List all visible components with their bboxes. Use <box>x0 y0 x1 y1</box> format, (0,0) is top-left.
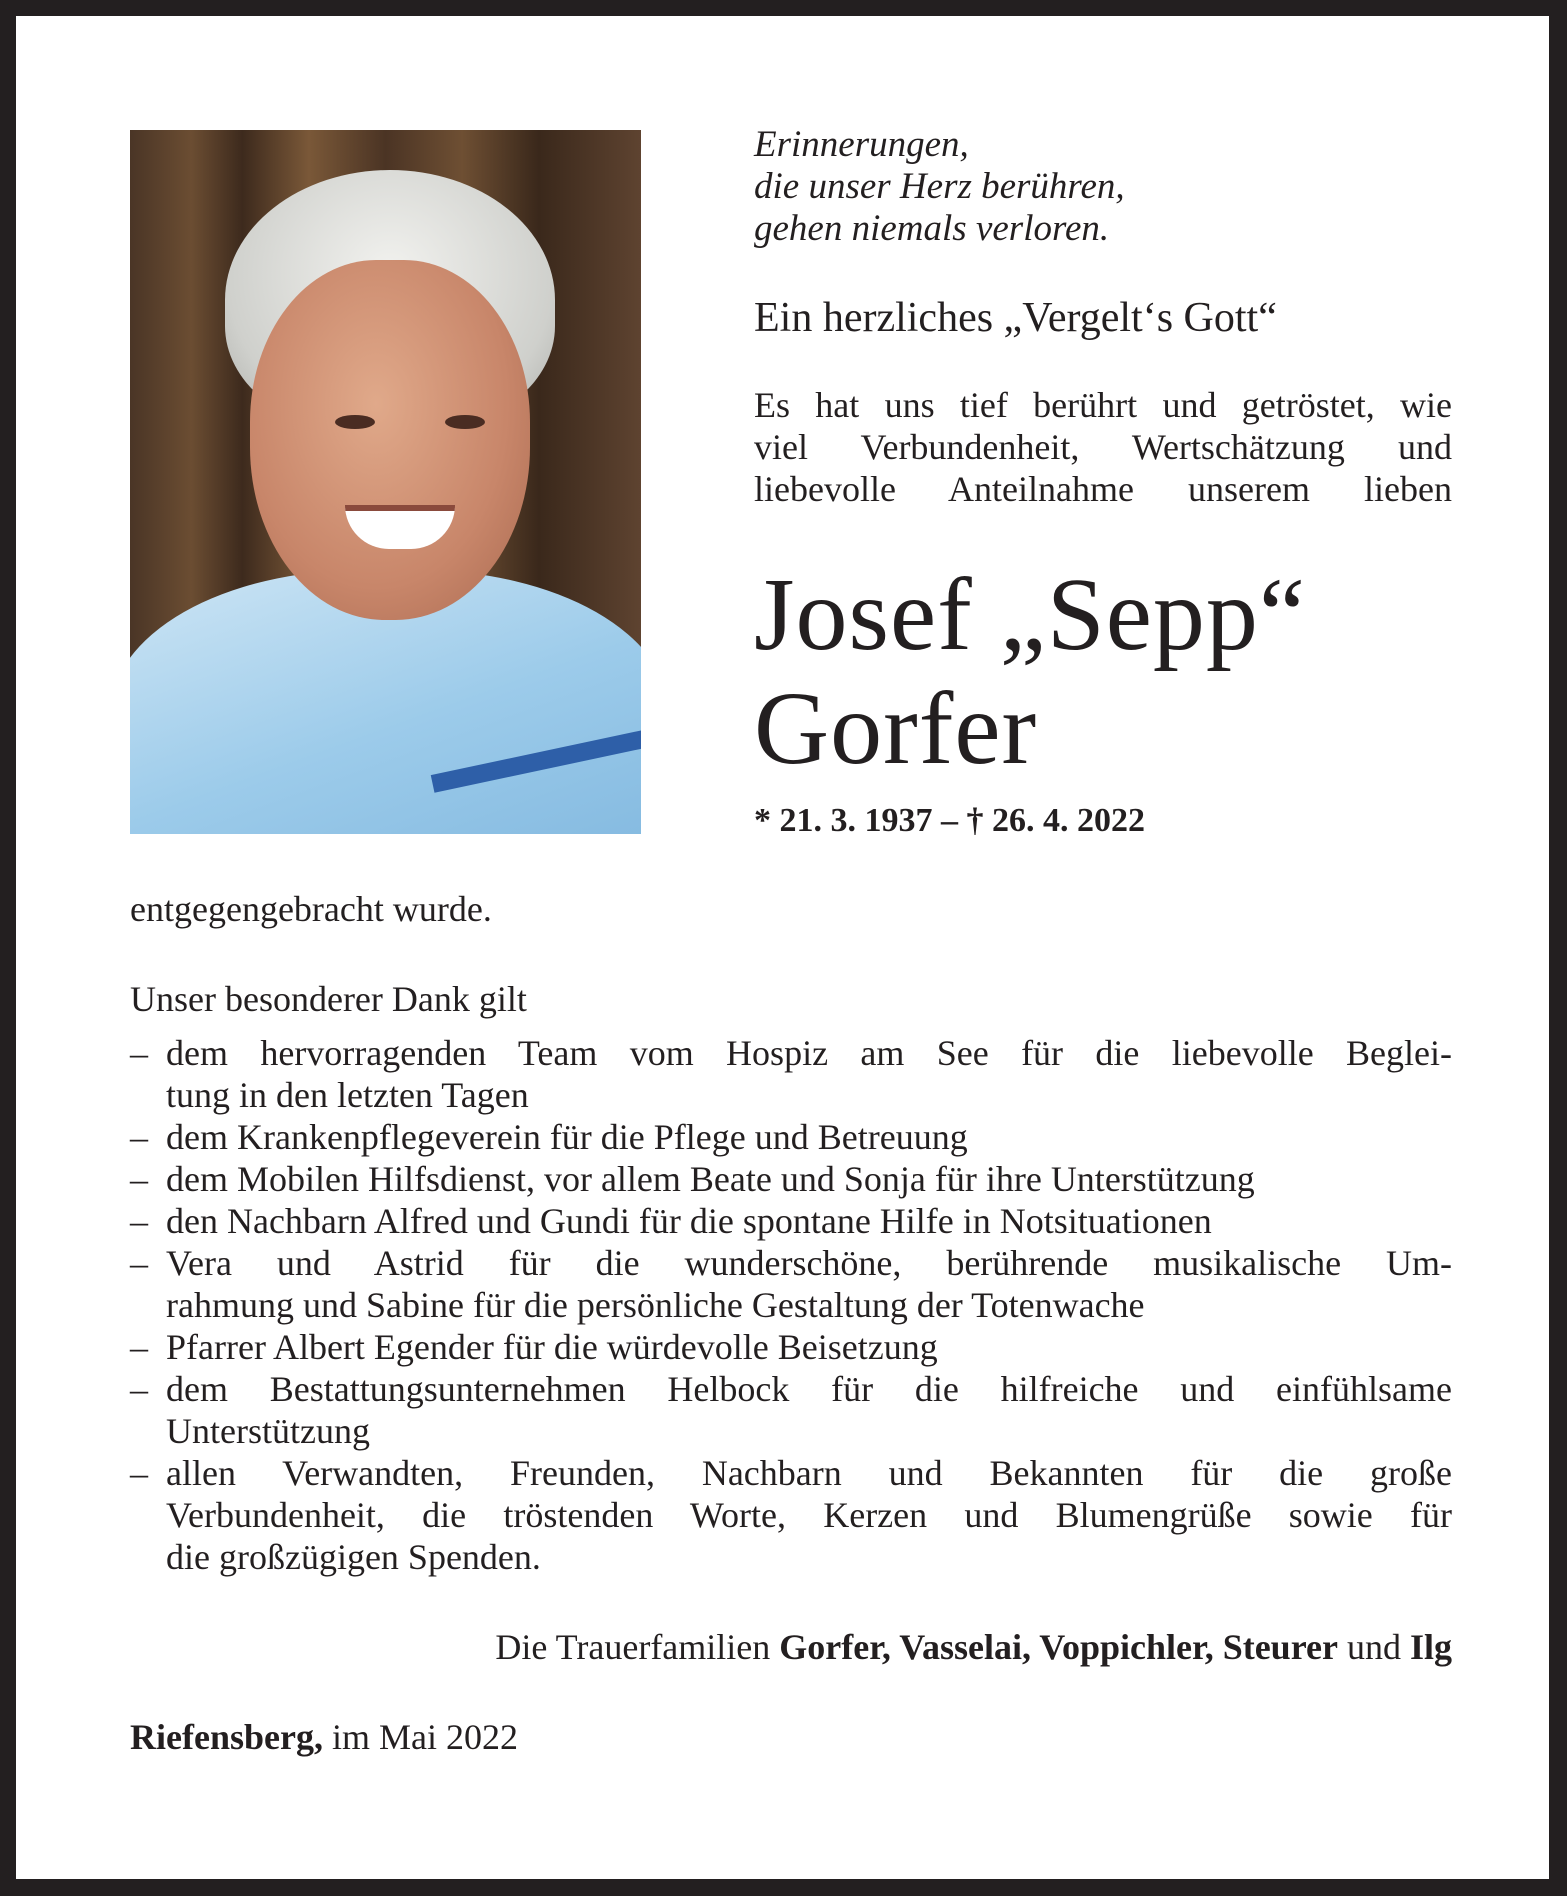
bullet-dash: – <box>130 1159 148 1199</box>
bullet-dash: – <box>130 1033 148 1073</box>
bullet-dash: – <box>130 1117 148 1157</box>
bullet-dash: – <box>130 1369 148 1409</box>
deceased-name <box>754 558 1452 786</box>
portrait-photo <box>130 130 641 834</box>
photo-face <box>250 260 530 620</box>
families-prefix: Die Trauerfamilien <box>495 1627 780 1667</box>
thanks-line-text: Pfarrer Albert Egender für die würdevolle Beisetzung <box>166 1327 938 1367</box>
intro-line: liebevolle Anteilnahme unserem lieben <box>754 469 1452 509</box>
thanks-line-text: dem hervorragenden Team vom Hospiz am See für die liebevolle Beglei- <box>166 1033 1452 1073</box>
family-names: Gorfer, Vasselai, Voppichler, Steurer <box>779 1627 1338 1667</box>
photo-eye <box>335 415 375 429</box>
thanks-heading: Unser besonderer Dank gilt <box>130 979 527 1019</box>
thanks-line-text: rahmung und Sabine für die persönliche Gestaltung der Totenwache <box>166 1285 1145 1325</box>
bullet-dash: – <box>130 1201 148 1241</box>
name-line-1: Josef „Sepp“ <box>754 557 1307 672</box>
thanks-line-text: Verbundenheit, die tröstenden Worte, Kerzen und Blumengrüße sowie für <box>166 1495 1452 1535</box>
thanks-line-text: Unterstützung <box>166 1411 370 1451</box>
family-name-last: Ilg <box>1409 1627 1452 1667</box>
thanks-line-text: allen Verwandten, Freunden, Nachbarn und Bekannten für die große <box>166 1453 1452 1493</box>
thanks-list <box>130 1032 1452 1592</box>
thanks-line-text: Vera und Astrid für die wunderschöne, berührende musikalische Um- <box>166 1243 1452 1283</box>
families-and: und <box>1337 1627 1410 1667</box>
bullet-dash: – <box>130 1327 148 1367</box>
bullet-dash: – <box>130 1453 148 1493</box>
thanks-line-text: tung in den letzten Tagen <box>166 1075 529 1115</box>
families-signature <box>130 1626 1452 1668</box>
thanks-line-text: dem Bestattungsunternehmen Helbock für die hilfreiche und einfühlsame <box>166 1369 1452 1409</box>
thanks-line-text: dem Mobilen Hilfsdienst, vor allem Beate und Sonja für ihre Unterstützung <box>166 1159 1255 1199</box>
intro-paragraph <box>754 384 1452 510</box>
intro-line: viel Verbundenheit, Wertschätzung und <box>754 427 1452 467</box>
continuation-text: entgegengebracht wurde. <box>130 889 492 929</box>
life-dates: * 21. 3. 1937 – † 26. 4. 2022 <box>754 802 1145 839</box>
greeting: Ein herzliches „Vergelt‘s Gott“ <box>754 295 1277 341</box>
thanks-line-text: die großzügigen Spenden. <box>166 1537 541 1577</box>
thanks-line-text: dem Krankenpflegeverein für die Pflege und Betreuung <box>166 1117 968 1157</box>
poem-line: die unser Herz berühren, <box>754 166 1125 207</box>
bullet-dash: – <box>130 1243 148 1283</box>
obituary-card <box>16 16 1549 1879</box>
poem <box>754 124 1452 250</box>
place: Riefensberg, <box>130 1717 323 1757</box>
date-line: im Mai 2022 <box>322 1717 518 1757</box>
place-date <box>130 1716 1452 1758</box>
name-line-2: Gorfer <box>754 671 1038 786</box>
thanks-line-text: den Nachbarn Alfred und Gundi für die spontane Hilfe in Notsituationen <box>166 1201 1212 1241</box>
intro-line: Es hat uns tief berührt und getröstet, wie <box>754 385 1452 425</box>
photo-eye <box>445 415 485 429</box>
poem-line: Erinnerungen, <box>754 124 969 165</box>
poem-line: gehen niemals verloren. <box>754 208 1110 249</box>
